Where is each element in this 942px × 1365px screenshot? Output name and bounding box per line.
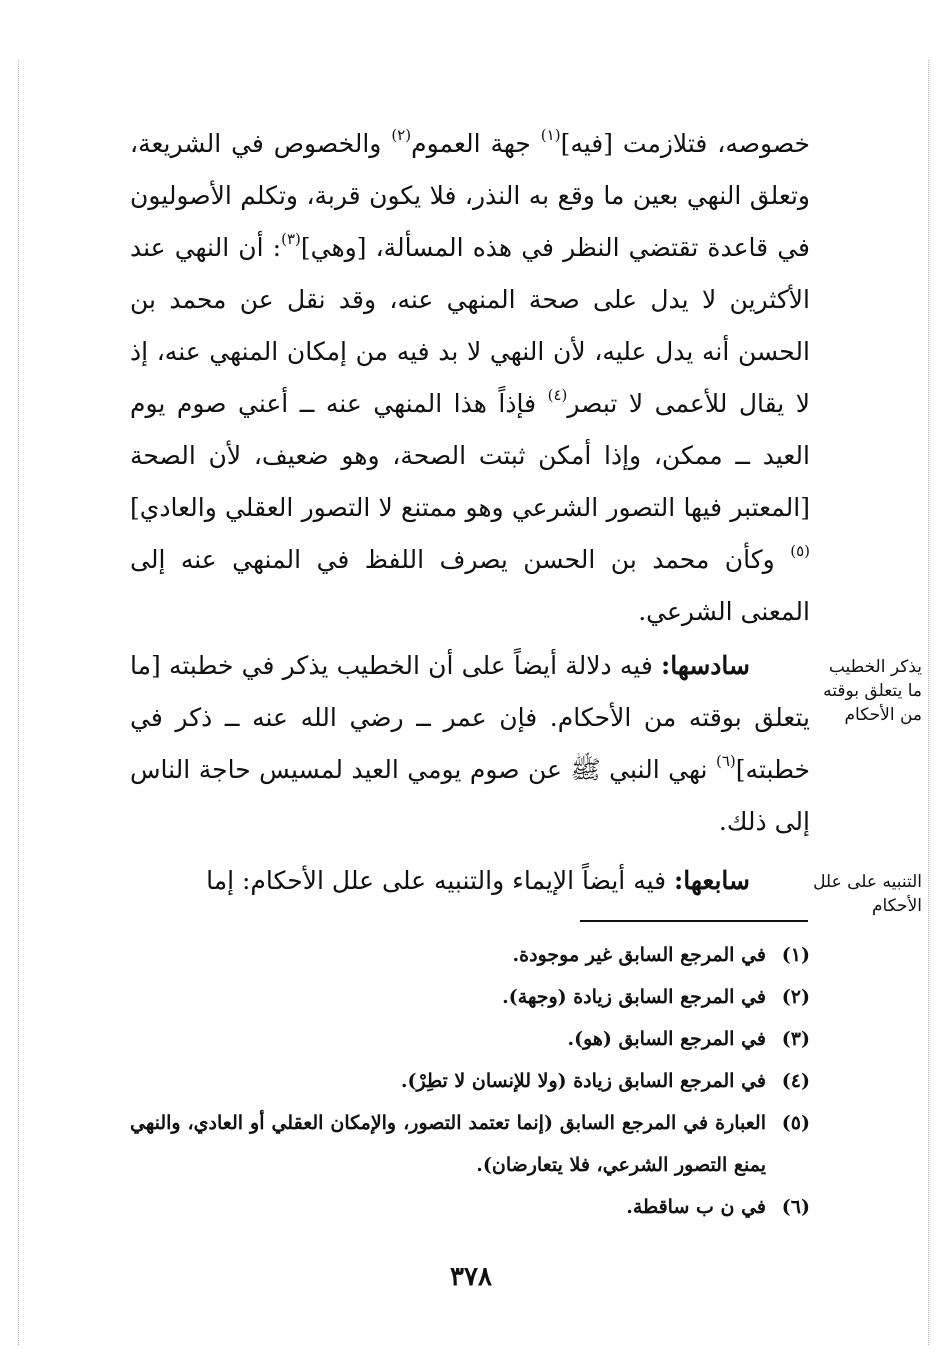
footnote-number: (٤): [781, 1070, 810, 1092]
footnote-item: [130, 934, 810, 976]
footnote-ref-3: (٣): [281, 230, 301, 248]
margin-note-causes: التنبيه على علل الأحكام: [813, 872, 922, 916]
footnote-item: [130, 1060, 810, 1102]
footnote-text: في المرجع السابق غير موجودة.: [512, 944, 766, 966]
footnote-text: في المرجع السابق (هو).: [567, 1028, 766, 1050]
footnote-item: [130, 1102, 810, 1186]
footnote-number: (٦): [781, 1196, 810, 1218]
footnote-ref-5: (٥): [790, 542, 810, 560]
right-edge-dotted-line: [928, 60, 929, 1345]
footnote-number: (١): [781, 944, 810, 966]
text-segment: والخصوص في الشريعة، وتعلق النهي بعين ما وقع به النذر، فلا يكون قربة، وتكلم الأصوليون في قاعدة تقتضي النظر في هذه المسألة، [وهي]: [130, 129, 810, 262]
footnote-text: في ن ب ساقطة.: [626, 1196, 766, 1218]
text-segment: وكأن محمد بن الحسن يصرف اللفظ في المنهي عنه إلى المعنى الشرعي.: [130, 545, 810, 626]
footnote-item: [130, 976, 810, 1018]
footnote-text: في المرجع السابق زيادة (وجهة).: [502, 986, 766, 1008]
footnote-number: (٢): [781, 986, 810, 1008]
page-number: ٣٧٨: [450, 1262, 492, 1292]
paragraph-text: [130, 640, 810, 848]
left-edge-dotted-line: [18, 60, 19, 1345]
footnote-ref-2: (٢): [391, 126, 412, 144]
main-paragraph-2: [130, 640, 810, 848]
footnote-ref-6: (٦): [716, 752, 736, 770]
paragraph-text: [130, 855, 810, 907]
text-segment: : أن النهي عند الأكثرين لا يدل على صحة المنهي عنه، وقد نقل عن محمد بن الحسن أنه يدل عليه، لأن النهي لا بد فيه من إمكان المنهي عنه، إذ لا يقال للأعمى لا تبصر: [130, 233, 811, 418]
text-segment: فإذاً هذا المنهي عنه ــ أعني صوم يوم العيد ــ ممكن، وإذا أمكن ثبتت الصحة، وهو ضعيف، لأن الصحة [المعتبر فيها التصور الشرعي وهو ممتنع لا التصور العقلي والعادي]: [130, 389, 810, 522]
main-paragraph-1: [130, 118, 810, 638]
paragraph-lead-word: سابعها:: [674, 866, 750, 895]
paragraph-text: [130, 118, 810, 638]
text-segment: فيه دلالة أيضاً على أن الخطيب يذكر في خطبته [ما يتعلق بوقته من الأحكام. فإن عمر ــ رضي الله عنه ــ ذكر في خطبته]: [130, 651, 810, 784]
footnote-number: (٣): [781, 1028, 810, 1050]
text-segment: نهي النبي ﷺ عن صوم يومي العيد لمسيس حاجة الناس إلى ذلك.: [130, 755, 810, 836]
text-segment: جهة العموم: [411, 129, 541, 158]
footnote-ref-1: (١): [540, 126, 561, 144]
main-paragraph-3: [130, 855, 810, 907]
paragraph-lead-word: سادسها:: [660, 651, 750, 680]
footnote-text: في المرجع السابق زيادة (ولا للإنسان لا تطِرْ).: [400, 1070, 766, 1092]
footnotes-section: [130, 934, 810, 1228]
margin-note-sermon: يذكر الخطيب ما يتعلق بوقته من الأحكام: [823, 657, 922, 725]
footnote-ref-4: (٤): [547, 386, 568, 404]
footnote-separator-line: [580, 920, 808, 922]
footnote-text: العبارة في المرجع السابق (إنما تعتمد التصور، والإمكان العقلي أو العادي، والنهي يمنع التصور الشرعي، فلا يتعارضان).: [130, 1112, 766, 1176]
footnote-item: [130, 1018, 810, 1060]
footnote-number: (٥): [781, 1112, 810, 1134]
text-segment: خصوصه، فتلازمت [فيه]: [560, 129, 811, 158]
footnote-item: [130, 1186, 810, 1228]
text-segment: فيه أيضاً الإيماء والتنبيه على علل الأحكام: إما: [206, 866, 675, 895]
